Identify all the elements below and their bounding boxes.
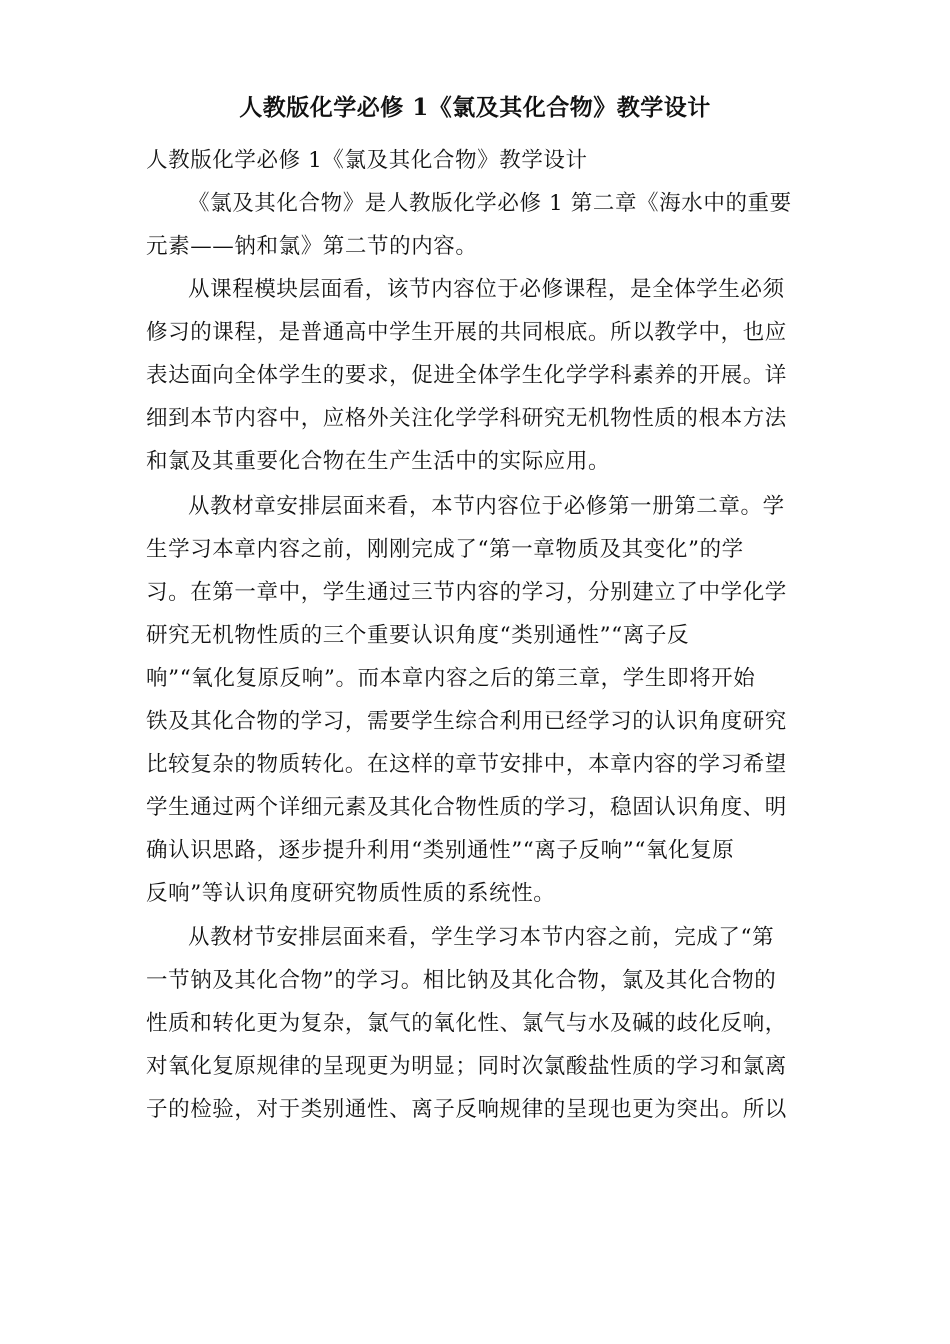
paragraph-line: 性质和转化更为复杂，氯气的氧化性、氯气与水及碱的歧化反响，: [146, 1011, 787, 1036]
paragraph-line: 《氯及其化合物》是人教版化学必修 1 第二章《海水中的重要: [188, 191, 792, 216]
paragraph-line: 从课程模块层面看，该节内容位于必修课程，是全体学生必须: [188, 277, 785, 302]
document-title: 人教版化学必修 1《氯及其化合物》教学设计: [239, 94, 711, 121]
paragraph-line: 比较复杂的物质转化。在这样的章节安排中，本章内容的学习希望: [146, 752, 787, 777]
paragraph-line: 修习的课程，是普通高中学生开展的共同根底。所以教学中，也应: [146, 320, 787, 345]
paragraph-line: 铁及其化合物的学习，需要学生综合利用已经学习的认识角度研究: [146, 709, 787, 734]
paragraph-line: 确认识思路，逐步提升利用“类别通性”“离子反响”“氧化复原: [146, 838, 735, 863]
paragraph-line: 反响”等认识角度研究物质性质的系统性。: [146, 881, 556, 906]
paragraph-line: 研究无机物性质的三个重要认识角度“类别通性”“离子反: [146, 623, 690, 648]
paragraph-line: 细到本节内容中，应格外关注化学学科研究无机物性质的根本方法: [146, 406, 787, 431]
paragraph-line: 对氧化复原规律的呈现更为明显；同时次氯酸盐性质的学习和氯离: [146, 1054, 787, 1079]
paragraph-line: 从教材节安排层面来看，学生学习本节内容之前，完成了“第: [188, 925, 775, 950]
paragraph-line: 响”“氧化复原反响”。而本章内容之后的第三章，学生即将开始: [146, 666, 756, 691]
paragraph-line: 生学习本章内容之前，刚刚完成了“第一章物质及其变化”的学: [146, 537, 744, 562]
paragraph-line: 和氯及其重要化合物在生产生活中的实际应用。: [146, 449, 611, 474]
subtitle-line: 人教版化学必修 1《氯及其化合物》教学设计: [146, 148, 588, 173]
paragraph-line: 元素——钠和氯》第二节的内容。: [146, 234, 478, 259]
paragraph-line: 从教材章安排层面来看，本节内容位于必修第一册第二章。学: [188, 494, 785, 519]
paragraph-line: 子的检验，对于类别通性、离子反响规律的呈现也更为突出。所以: [146, 1097, 787, 1122]
paragraph-line: 一节钠及其化合物”的学习。相比钠及其化合物，氯及其化合物的: [146, 968, 777, 993]
paragraph-line: 学生通过两个详细元素及其化合物性质的学习，稳固认识角度、明: [146, 795, 787, 820]
paragraph-line: 表达面向全体学生的要求，促进全体学生化学学科素养的开展。详: [146, 363, 787, 388]
paragraph-line: 习。在第一章中，学生通过三节内容的学习，分别建立了中学化学: [146, 580, 787, 605]
